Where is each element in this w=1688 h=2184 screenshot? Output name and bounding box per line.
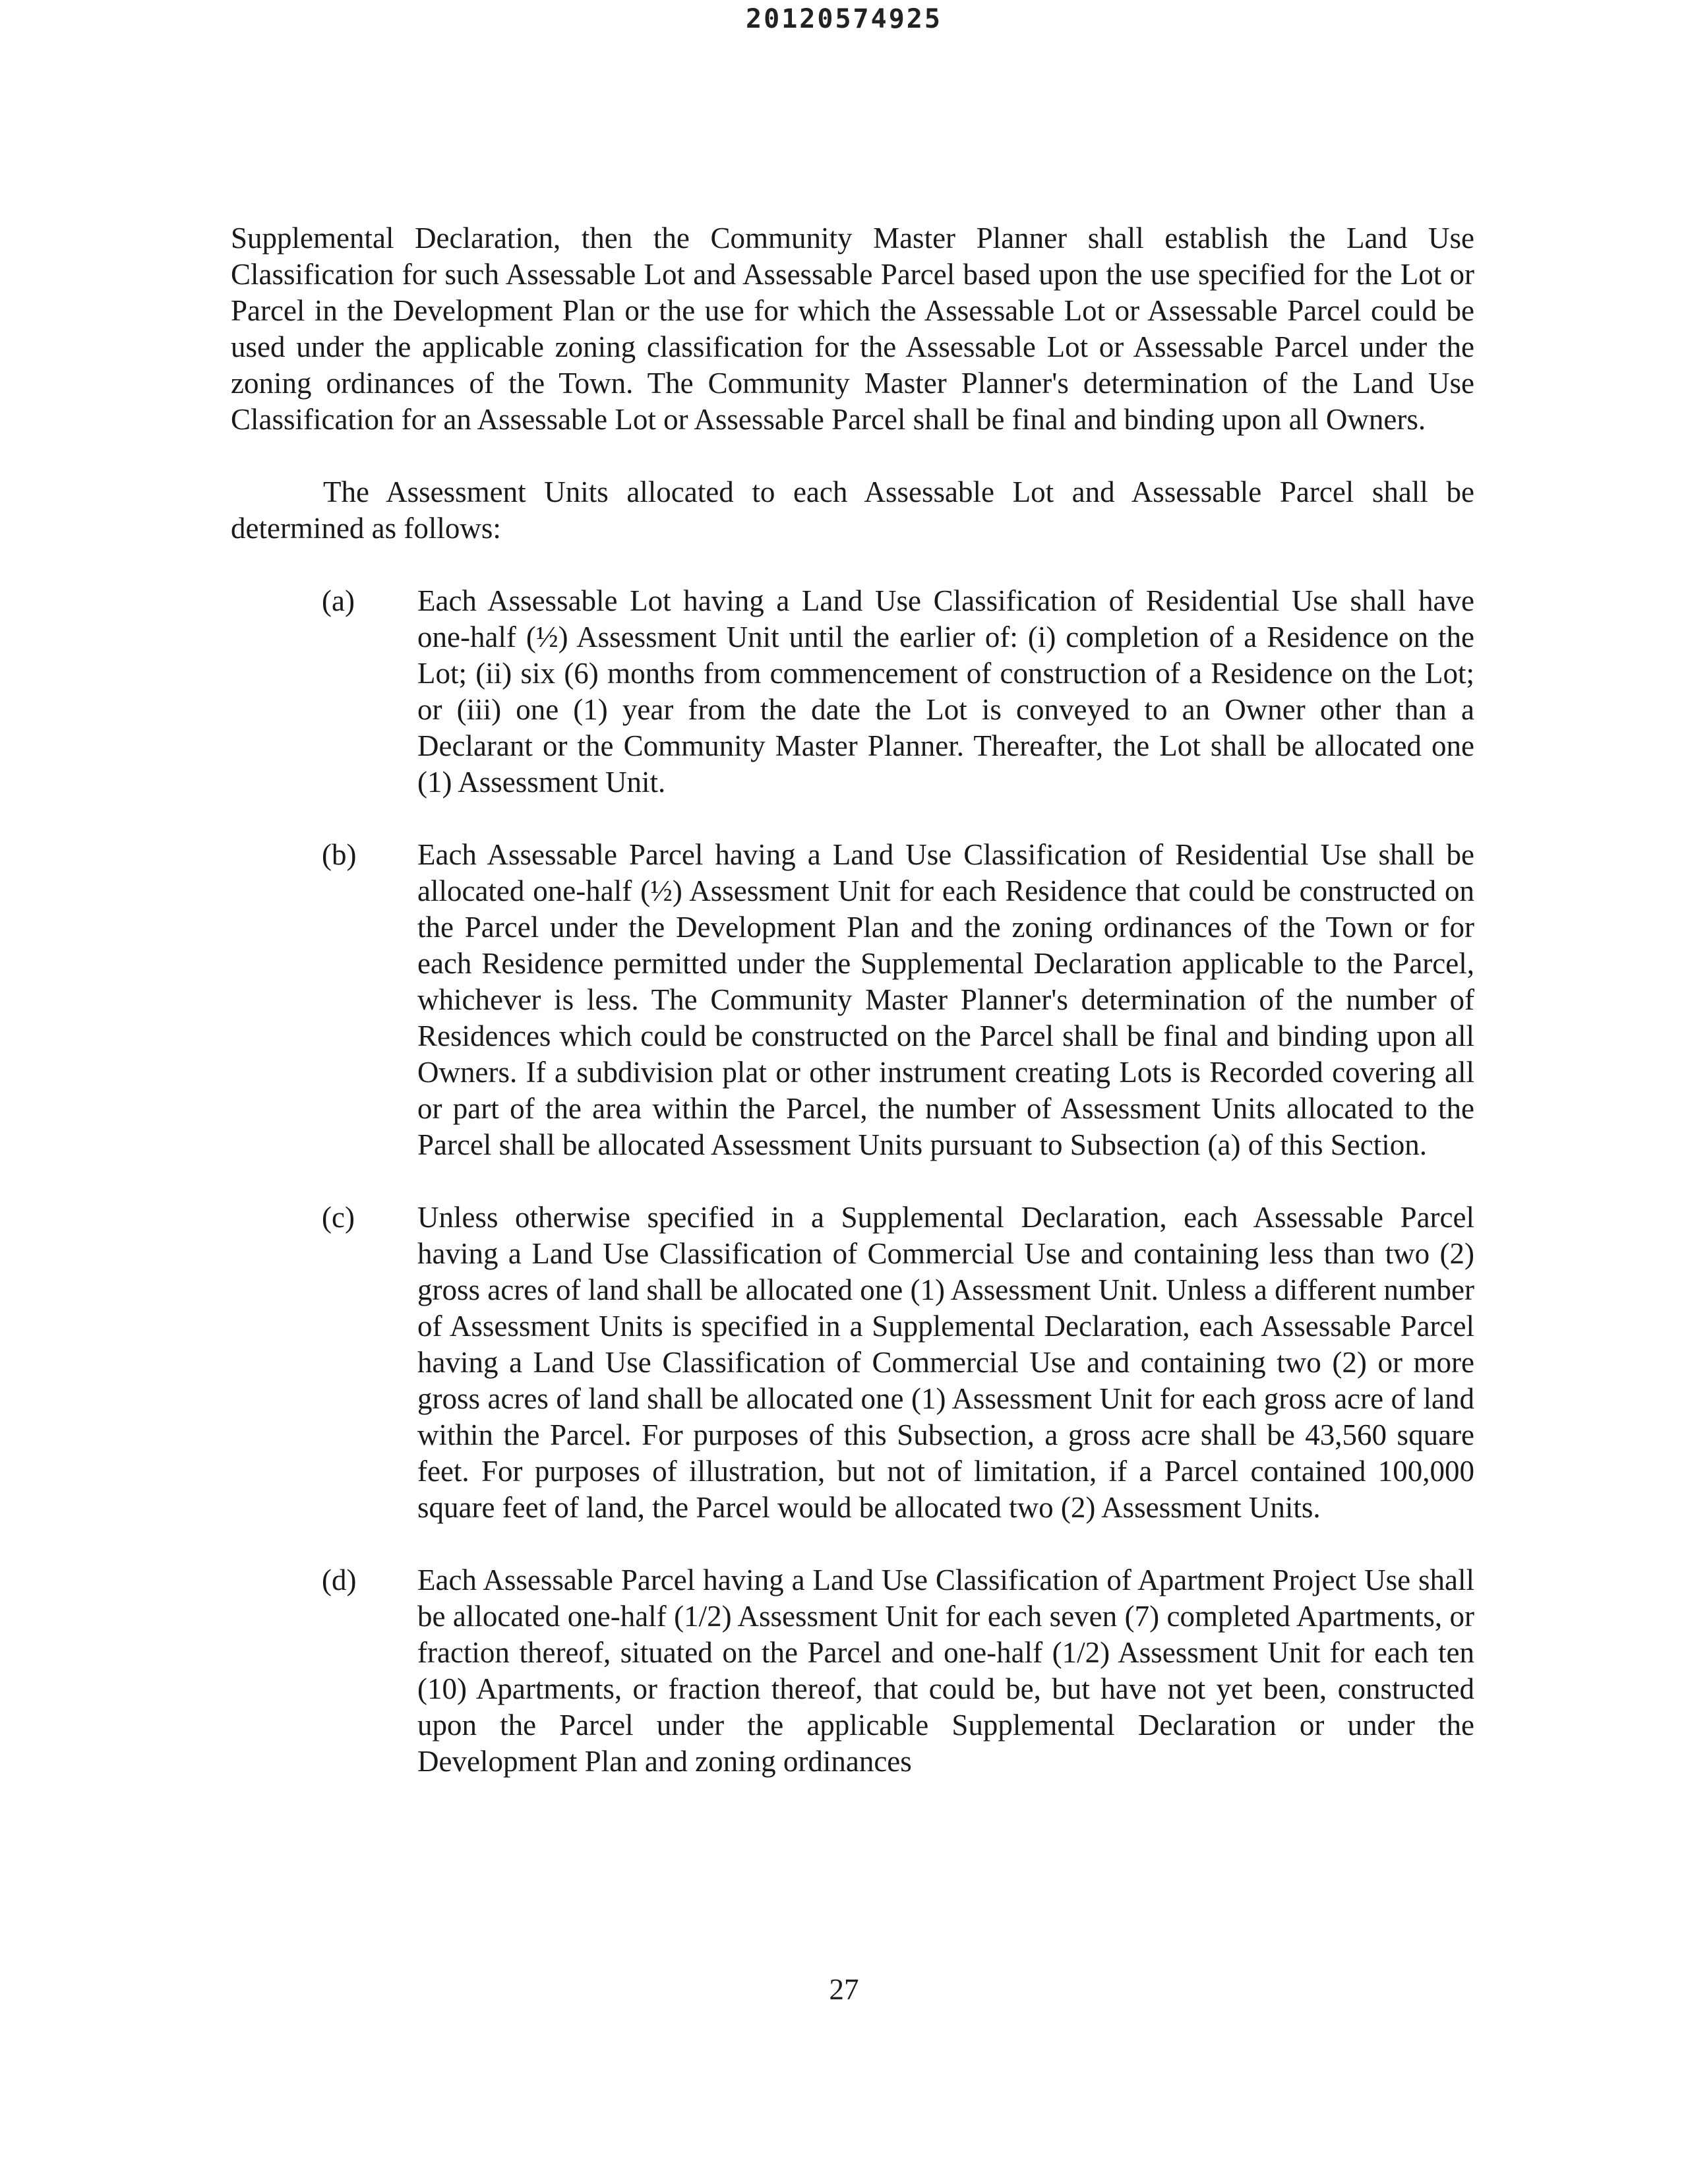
list-item-label: (d) xyxy=(322,1563,357,1596)
list-item-label: (c) xyxy=(322,1201,355,1234)
list-item-d xyxy=(231,1562,1474,1780)
list-item-label: (b) xyxy=(322,838,357,871)
list-item-text: Each Assessable Lot having a Land Use Classification of Residential Use shall have one-half (½) Assessment Unit until the earlier of: (i) completion of a Residence on the Lot; (ii) six (6) months from commencement of construction of a Residence on the Lot; or (iii) one (1) year from the date the Lot is conveyed to an Owner other than a Declarant or the Community Master Planner. Thereafter, the Lot shall be allocated one (1) Assessment Unit. xyxy=(417,584,1474,799)
intro-paragraph: Supplemental Declaration, then the Community Master Planner shall establish the Land Use Classification for such Assessable Lot and Assessable Parcel based upon the use specified for the Lot or Parcel in the Development Plan or the use for which the Assessable Lot or Assessable Parcel could be used under the applicable zoning classification for the Assessable Lot or Assessable Parcel under the zoning ordinances of the Town. The Community Master Planner's determination of the Land Use Classification for an Assessable Lot or Assessable Parcel shall be final and binding upon all Owners. xyxy=(231,222,1474,436)
document-number: 20120574925 xyxy=(746,4,942,34)
list-item-label: (a) xyxy=(322,584,355,617)
list-item-a xyxy=(231,583,1474,801)
list-item-b xyxy=(231,837,1474,1163)
assessment-units-paragraph: The Assessment Units allocated to each Assessable Lot and Assessable Parcel shall be determined as follows: xyxy=(231,475,1474,545)
page-number: 27 xyxy=(829,1973,859,2006)
page-body xyxy=(231,220,1474,1780)
list-item-text: Each Assessable Parcel having a Land Use Classification of Apartment Project Use shall be allocated one-half (1/2) Assessment Unit for each seven (7) completed Apartments, or fraction thereof, situated on the Parcel and one-half (1/2) Assessment Unit for each ten (10) Apartments, or fraction thereof, that could be, but have not yet been, constructed upon the Parcel under the applicable Supplemental Declaration or under the Development Plan and zoning ordinances xyxy=(417,1563,1474,1778)
list-item-text: Unless otherwise specified in a Supplemental Declaration, each Assessable Parcel having a Land Use Classification of Commercial Use and containing less than two (2) gross acres of land shall be allocated one (1) Assessment Unit. Unless a different number of Assessment Units is specified in a Supplemental Declaration, each Assessable Parcel having a Land Use Classification of Commercial Use and containing two (2) or more gross acres of land shall be allocated one (1) Assessment Unit for each gross acre of land within the Parcel. For purposes of this Subsection, a gross acre shall be 43,560 square feet. For purposes of illustration, but not of limitation, if a Parcel contained 100,000 square feet of land, the Parcel would be allocated two (2) Assessment Units. xyxy=(417,1201,1474,1524)
list-item-c xyxy=(231,1199,1474,1526)
list-item-text: Each Assessable Parcel having a Land Use Classification of Residential Use shall be allocated one-half (½) Assessment Unit for each Residence that could be constructed on the Parcel under the Development Plan and the zoning ordinances of the Town or for each Residence permitted under the Supplemental Declaration applicable to the Parcel, whichever is less. The Community Master Planner's determination of the number of Residences which could be constructed on the Parcel shall be final and binding upon all Owners. If a subdivision plat or other instrument creating Lots is Recorded covering all or part of the area within the Parcel, the number of Assessment Units allocated to the Parcel shall be allocated Assessment Units pursuant to Subsection (a) of this Section. xyxy=(417,838,1474,1161)
